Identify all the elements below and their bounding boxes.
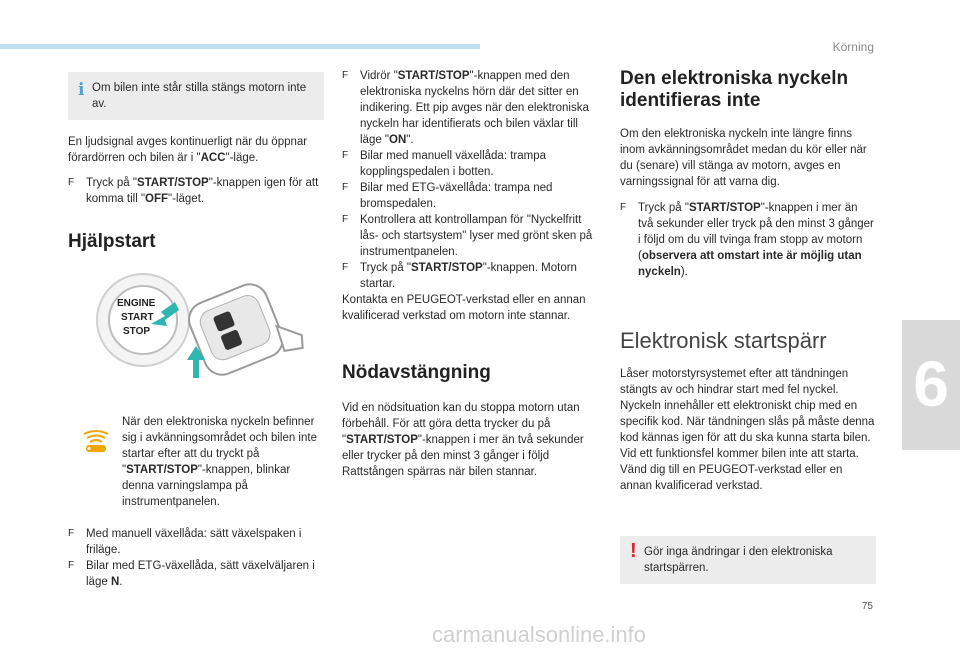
column-2 <box>342 68 600 480</box>
column-1 <box>68 72 324 253</box>
paragraph: Vid ett funktionsfel kommer bilen inte att starta. Vänd dig till en PEUGEOT-verkstad eller en annan kvalificerad verkstad. <box>620 448 859 492</box>
bullet-marker-icon: F <box>68 560 75 571</box>
paragraph: Om den elektroniska nyckeln inte längre finns inom avkänningsområdet medan du kör eller när du (senare) vill stänga av motorn, avges en varningssignal för att varna dig. <box>620 128 867 188</box>
heading-nyckeln-identifieras-inte: Den elektroniska nyckeln identifieras inte <box>620 68 849 111</box>
bullet-item: F Tryck på "START/STOP"-knappen igen för att komma till "OFF"-läget. <box>68 177 319 205</box>
exclamation-icon: ! <box>630 540 637 562</box>
chapter-tab <box>902 320 960 450</box>
bullet-marker-icon: F <box>342 150 349 161</box>
bullet-marker-icon: F <box>620 202 627 213</box>
info-note-text: Om bilen inte står stilla stängs motorn inte av. <box>92 82 307 110</box>
paragraph: Vid en nödsituation kan du stoppa motorn utan förbehåll. För att göra detta trycker du på "START/STOP"-knappen i mer än två sekunder eller trycker på den minst 3 gånger i följd Rattstången spärras när bilen stannar. <box>342 402 584 478</box>
column-1-bottom <box>68 526 324 590</box>
bullet-marker-icon: F <box>342 262 349 273</box>
page-number: 75 <box>861 601 873 612</box>
paragraph: Låser motorstyrsystemet efter att tändningen stängts av och hindrar start med fel nyckel. Nyckeln innehåller ett elektroniskt chip med en specifik kod. När tändningen slås på måste denna kod kännas igen för att du ska kunna starta bilen. <box>620 368 875 444</box>
paragraph: En ljudsignal avges kontinuerligt när du öppnar förardörren och bilen är i "ACC"-läge. <box>68 136 308 164</box>
bullet-item: F Med manuell växellåda: sätt växelspaken i friläge. <box>68 528 302 556</box>
start-label: START <box>121 312 154 323</box>
bullet-marker-icon: F <box>68 528 75 539</box>
bullet-item: F Bilar med ETG-växellåda: trampa ned bromspedalen. <box>342 182 553 210</box>
key-illustration <box>95 268 320 390</box>
lamp-description: När den elektroniska nyckeln befinner sig i avkänningsområdet och bilen inte startar efter att du tryckt på "START/STOP"-knappen, blinkar denna varningslampa på instrumentpanelen. <box>122 416 317 508</box>
bullet-item: F Kontrollera att kontrollampan för "Nyckelfritt lås- och startsystem" lyser med grönt sken på instrumentpanelen. <box>342 214 593 258</box>
chapter-number: 6 <box>913 348 949 420</box>
bullet-item: F Vidrör "START/STOP"-knappen med den elektroniska nyckelns hörn där det sitter en indikering. Ett pip avges när den elektroniska nyckeln har identifierats och bilen växlar till läge "ON". <box>342 70 589 146</box>
bullet-item: F Tryck på "START/STOP"-knappen. Motorn startar. <box>342 262 577 290</box>
heading-elektronisk-startsparr: Elektronisk startspärr <box>620 328 827 353</box>
key-warning-lamp-icon <box>78 428 114 456</box>
heading-hjalpstart: Hjälpstart <box>68 231 156 252</box>
paragraph: Kontakta en PEUGEOT-verkstad eller en annan kvalificerad verkstad om motorn inte stannar. <box>342 294 586 322</box>
info-icon: i <box>78 80 85 100</box>
bullet-marker-icon: F <box>342 70 349 81</box>
info-note <box>68 72 324 120</box>
bullet-item: F Tryck på "START/STOP"-knappen i mer än två sekunder eller tryck på den minst 3 gånger i följd om du vill tvinga fram stopp av motorn (observera att omstart inte är möjlig utan nyckeln). <box>620 202 874 278</box>
bullet-marker-icon: F <box>68 177 75 188</box>
bullet-marker-icon: F <box>342 214 349 225</box>
header-bar <box>0 44 480 49</box>
section-title: Körning <box>832 40 874 54</box>
engine-label: ENGINE <box>117 298 156 309</box>
column-3 <box>620 68 876 584</box>
warning-note <box>620 536 876 584</box>
heading-nodavstangning: Nödavstängning <box>342 362 491 383</box>
watermark: carmanualsonline.info <box>432 622 647 647</box>
warning-note-text: Gör inga ändringar i den elektroniska startspärren. <box>644 546 833 574</box>
bullet-item: F Bilar med ETG-växellåda, sätt växelväljaren i läge N. <box>68 560 315 588</box>
stop-label: STOP <box>123 326 151 337</box>
bullet-item: F Bilar med manuell växellåda: trampa kopplingspedalen i botten. <box>342 150 547 178</box>
bullet-marker-icon: F <box>342 182 349 193</box>
